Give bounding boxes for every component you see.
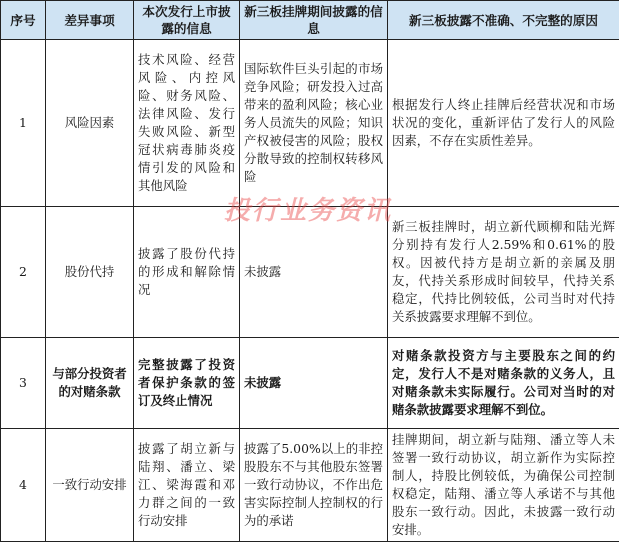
difference-item: 与部分投资者的对赌条款: [46, 338, 134, 429]
ipo-disclosure-cell: 技术风险、经营风险、内控风险、财务风险、法律风险、发行失败风险、新型冠状病毒肺炎疫情引发的风险和其他风险: [134, 40, 240, 207]
reason-cell: 对赌条款投资方与主要股东之间的约定，发行人不是对赌条款的义务人，且对赌条款未实际履行。公司对当时的对赌条款披露要求理解不到位。: [388, 338, 619, 429]
watermark: 投行业务资讯: [224, 190, 392, 227]
row-number: 3: [1, 338, 46, 429]
neeq-disclosure-cell: 未披露: [240, 207, 388, 338]
header-ipo-disclosure: 本次发行上市披露的信息: [134, 1, 240, 40]
difference-item: 一致行动安排: [46, 429, 134, 542]
neeq-disclosure-cell: 国际软件巨头引起的市场竞争风险；研发投入过高带来的盈利风险；核心业务人员流失的风险；知识产权被侵害的风险；股权分散导致的控制权转移风险: [240, 40, 388, 207]
difference-item: 风险因素: [46, 40, 134, 207]
ipo-disclosure-cell: 完整披露了投资者保护条款的签订及终止情况: [134, 338, 240, 429]
ipo-disclosure-cell: 披露了股份代持的形成和解除情况: [134, 207, 240, 338]
row-number: 1: [1, 40, 46, 207]
difference-item: 股份代持: [46, 207, 134, 338]
ipo-disclosure-cell: 披露了胡立新与陆翔、潘立、梁江、梁海霞和邓力群之间的一致行动安排: [134, 429, 240, 542]
reason-cell: 挂牌期间，胡立新与陆翔、潘立等人未签署一致行动协议，胡立新作为实际控制人，持股比例较低，为确保公司控制权稳定，陆翔、潘立等人承诺不与其他股东一致行动。因此，未披露一致行动安排。: [388, 429, 619, 542]
header-row: [1, 1, 619, 40]
table-row: [1, 338, 619, 429]
row-number: 2: [1, 207, 46, 338]
table-row: [1, 429, 619, 542]
neeq-disclosure-cell: 披露了5.00%以上的非控股股东不与其他股东签署一致行动协议，不作出危害实际控制人控制权的行为的承诺: [240, 429, 388, 542]
reason-cell: 新三板挂牌时，胡立新代顾柳和陆光辉分别持有发行人2.59%和0.61%的股权。因被代持方是胡立新的亲属及朋友，代持关系形成时间较早，代持关系稳定，代持比例较低，公司当时对代持关系披露要求理解不到位。: [388, 207, 619, 338]
table-row: [1, 207, 619, 338]
neeq-disclosure-cell: 未披露: [240, 338, 388, 429]
table-row: [1, 40, 619, 207]
header-no: 序号: [1, 1, 46, 40]
header-reason: 新三板披露不准确、不完整的原因: [388, 1, 619, 40]
header-neeq-disclosure: 新三板挂牌期间披露的信息: [240, 1, 388, 40]
row-number: 4: [1, 429, 46, 542]
reason-cell: 根据发行人终止挂牌后经营状况和市场状况的变化，重新评估了发行人的风险因素，不存在实质性差异。: [388, 40, 619, 207]
header-item: 差异事项: [46, 1, 134, 40]
